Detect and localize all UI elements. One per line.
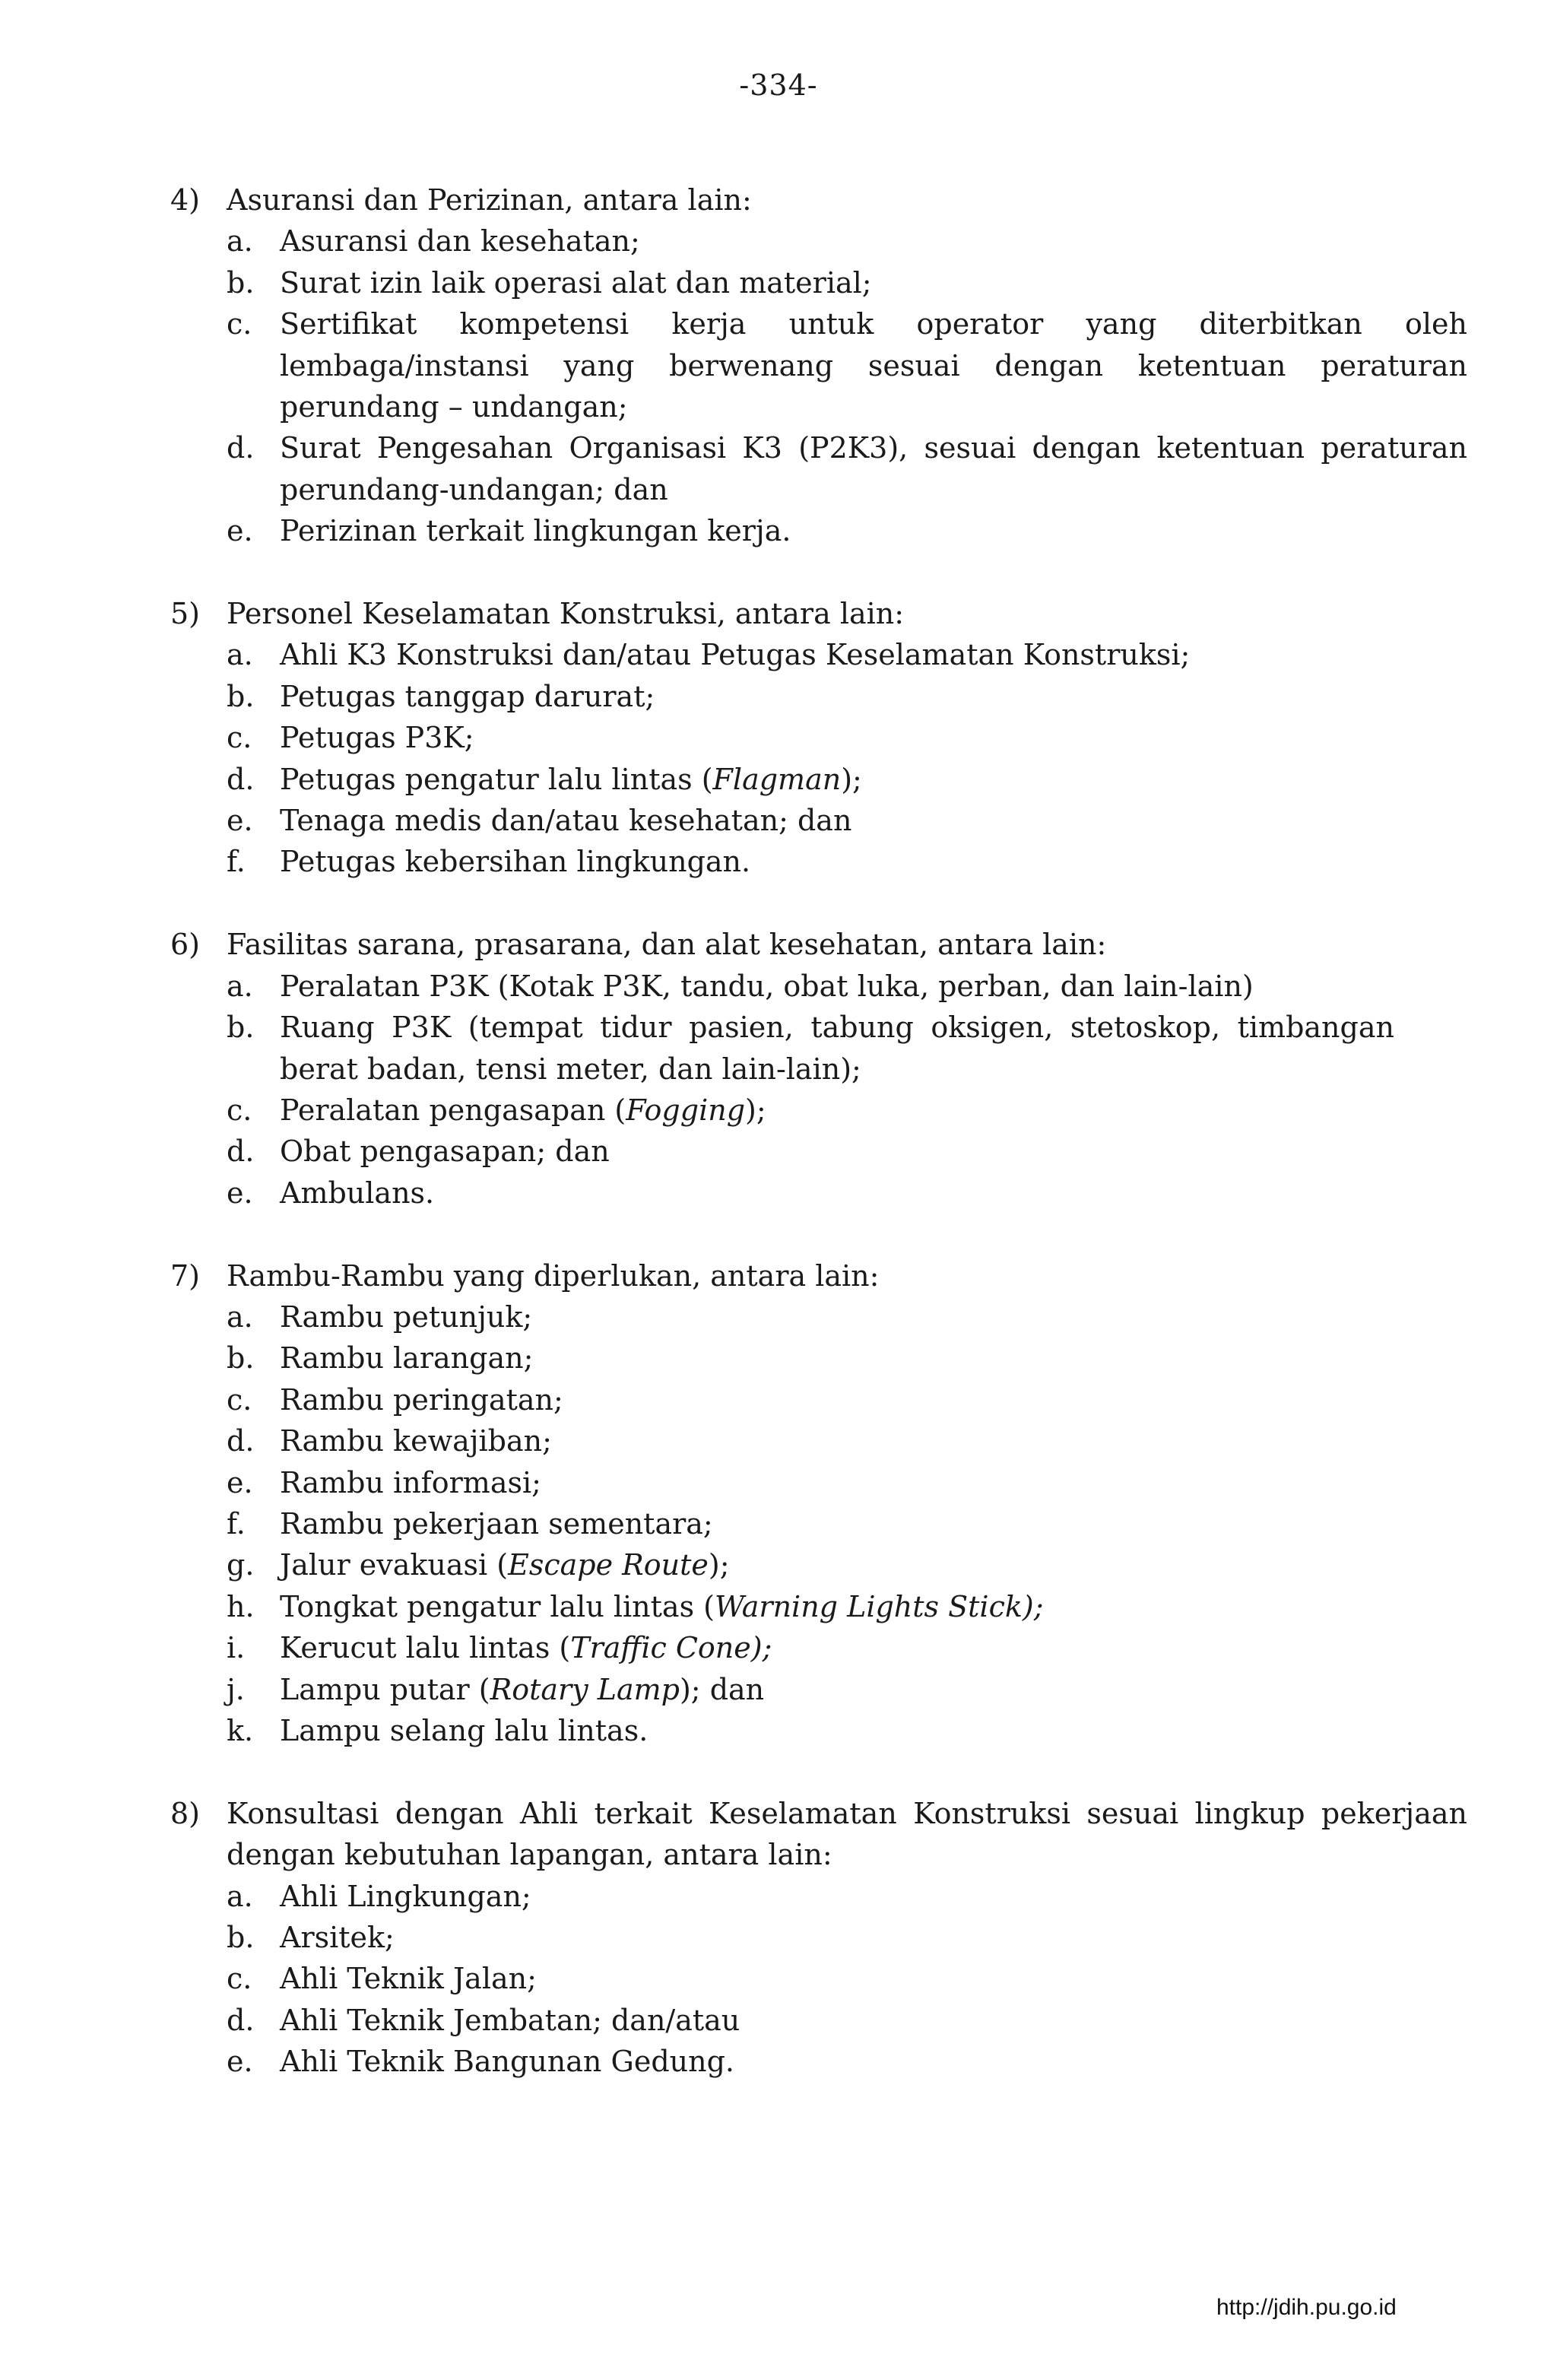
item-text-post: ); (745, 1093, 766, 1127)
list-item (170, 1917, 1467, 1958)
list-item (170, 1090, 1467, 1131)
item-text-post: ); (708, 1548, 730, 1582)
item-letter: e. (227, 804, 253, 838)
item-text: Rambu informasi; (280, 1465, 541, 1499)
item-letter: e. (227, 1176, 253, 1210)
item-list (170, 1296, 1467, 1751)
list-item (170, 1007, 1467, 1090)
item-letter: i. (227, 1631, 246, 1665)
item-text: Asuransi dan kesehatan; (280, 224, 640, 259)
item-letter: a. (227, 224, 253, 259)
item-letter: g. (227, 1548, 255, 1582)
item-text: Ahli Lingkungan; (280, 1879, 531, 1913)
item-letter: d. (227, 762, 255, 796)
item-text (280, 1627, 1467, 1668)
list-item (170, 1544, 1467, 1585)
item-letter: a. (227, 969, 253, 1003)
item-letter: f. (227, 1506, 246, 1541)
item-text-italic: Escape Route (508, 1548, 709, 1582)
item-text: Peralatan P3K (Kotak P3K, tandu, obat luka, perban, dan lain-lain) (280, 969, 1254, 1003)
list-item (170, 966, 1467, 1007)
item-text: Surat izin laik operasi alat dan material; (280, 265, 872, 300)
item-text: Petugas P3K; (280, 721, 474, 755)
item-text: Petugas kebersihan lingkungan. (280, 845, 751, 879)
item-letter: a. (227, 1299, 253, 1334)
item-text: Obat pengasapan; dan (280, 1134, 610, 1169)
item-text (280, 759, 1467, 800)
list-item (170, 1876, 1467, 1917)
item-text (280, 1586, 1467, 1627)
item-letter: h. (227, 1589, 255, 1623)
item-letter: e. (227, 514, 253, 548)
section-title: Rambu-Rambu yang diperlukan, antara lain: (227, 1258, 880, 1293)
list-item (170, 841, 1467, 882)
item-text-pre: Tongkat pengatur lalu lintas ( (280, 1589, 715, 1623)
item-letter: b. (227, 1921, 255, 1954)
list-item (170, 717, 1467, 758)
list-item (170, 1669, 1467, 1710)
list-item (170, 262, 1467, 303)
list-item (170, 634, 1467, 675)
item-text-pre: Lampu putar ( (280, 1672, 490, 1706)
item-text: Ahli K3 Konstruksi dan/atau Petugas Keselamatan Konstruksi; (280, 638, 1191, 672)
item-text: Surat Pengesahan Organisasi K3 (P2K3), sesuai dengan ketentuan peraturan perundang-undangan; dan (280, 431, 1467, 506)
item-letter: e. (227, 2045, 253, 2079)
item-text-post: ); (841, 762, 862, 796)
item-text-italic: Traffic Cone); (570, 1631, 772, 1665)
section (170, 1793, 1467, 2083)
list-item (170, 427, 1467, 510)
item-text-italic: Flagman (712, 762, 842, 796)
item-list (170, 966, 1467, 1214)
section-title: Konsultasi dengan Ahli terkait Keselamatan Konstruksi sesuai lingkup pekerjaan dengan kebutuhan lapangan, antara lain: (227, 1796, 1467, 1872)
page-number: -334- (739, 68, 818, 102)
item-text-italic: Fogging (626, 1093, 746, 1127)
item-letter: f. (227, 845, 246, 879)
item-text (280, 1090, 1467, 1131)
list-item (170, 1503, 1467, 1544)
item-text-italic: Rotary Lamp (490, 1672, 680, 1706)
item-text: Tenaga medis dan/atau kesehatan; dan (280, 804, 852, 838)
item-text: Ahli Teknik Jembatan; dan/atau (280, 2003, 740, 2037)
section (170, 1255, 1467, 1752)
item-text (280, 1544, 1467, 1585)
item-text-pre: Jalur evakuasi ( (280, 1548, 509, 1582)
section-title: Fasilitas sarana, prasarana, dan alat kesehatan, antara lain: (227, 928, 1107, 962)
list-item (170, 800, 1467, 841)
item-text: Sertifikat kompetensi kerja untuk operator yang diterbitkan oleh lembaga/instansi yang berwenang sesuai dengan ketentuan peraturan perundang – undangan; (280, 307, 1467, 424)
list-item (170, 221, 1467, 262)
item-letter: a. (227, 638, 253, 672)
list-item (170, 676, 1467, 717)
list-item (170, 510, 1467, 551)
list-item (170, 1586, 1467, 1627)
item-letter: j. (227, 1672, 245, 1706)
item-letter: c. (227, 307, 252, 341)
item-text-pre: Kerucut lalu lintas ( (280, 1631, 571, 1665)
item-text: Perizinan terkait lingkungan kerja. (280, 514, 791, 548)
list-item (170, 1420, 1467, 1461)
item-letter: b. (227, 265, 255, 300)
item-text: Ahli Teknik Bangunan Gedung. (280, 2045, 734, 2079)
item-letter: b. (227, 1011, 255, 1045)
section-title: Personel Keselamatan Konstruksi, antara lain: (227, 597, 905, 631)
section-number: 7) (170, 1258, 201, 1293)
item-list (170, 221, 1467, 551)
list-item (170, 1296, 1467, 1338)
section-heading (170, 593, 1467, 634)
section-number: 4) (170, 183, 201, 217)
item-text: Rambu pekerjaan sementara; (280, 1506, 713, 1541)
item-text-italic: Warning Lights Stick); (715, 1589, 1044, 1623)
section-heading (170, 1793, 1467, 1876)
list-item (170, 2041, 1467, 2082)
item-text: Petugas tanggap darurat; (280, 679, 655, 713)
item-text: Ruang P3K (tempat tidur pasien, tabung oksigen, stetoskop, timbangan berat badan, tensi meter, dan lain-lain); (280, 1011, 1394, 1086)
section (170, 179, 1467, 552)
list-item (170, 1338, 1467, 1379)
list-item (170, 1462, 1467, 1503)
item-text: Ahli Teknik Jalan; (280, 1962, 537, 1996)
item-letter: c. (227, 1382, 252, 1417)
section-number: 5) (170, 597, 201, 631)
item-text: Rambu peringatan; (280, 1382, 563, 1417)
item-letter: b. (227, 1341, 255, 1376)
section-title: Asuransi dan Perizinan, antara lain: (227, 183, 752, 217)
item-letter: c. (227, 1962, 252, 1996)
section-heading (170, 924, 1467, 965)
list-item (170, 1958, 1467, 1999)
list-item (170, 1710, 1467, 1751)
footer-url: http://jdih.pu.go.id (1216, 2295, 1397, 2320)
section-heading (170, 1255, 1467, 1296)
list-item (170, 1379, 1467, 1420)
list-item (170, 1627, 1467, 1668)
item-list (170, 634, 1467, 882)
section (170, 924, 1467, 1214)
item-text: Arsitek; (280, 1921, 395, 1954)
section-heading (170, 179, 1467, 221)
document-body (170, 179, 1467, 2124)
item-text: Lampu selang lalu lintas. (280, 1713, 648, 1747)
list-item (170, 1131, 1467, 1172)
item-letter: k. (227, 1713, 254, 1747)
section-number: 6) (170, 928, 201, 962)
item-letter: d. (227, 1134, 255, 1169)
item-letter: d. (227, 2003, 255, 2037)
item-letter: e. (227, 1465, 253, 1499)
item-text (280, 1669, 1467, 1710)
item-letter: b. (227, 679, 255, 713)
item-letter: a. (227, 1879, 253, 1913)
item-text: Rambu petunjuk; (280, 1299, 533, 1334)
item-list (170, 1876, 1467, 2083)
section (170, 593, 1467, 883)
item-text-post: ); dan (679, 1672, 765, 1706)
item-letter: c. (227, 1093, 252, 1127)
list-item (170, 1173, 1467, 1214)
list-item (170, 2000, 1467, 2041)
section-number: 8) (170, 1796, 201, 1830)
item-text-pre: Peralatan pengasapan ( (280, 1093, 626, 1127)
list-item (170, 303, 1467, 427)
item-text: Rambu larangan; (280, 1341, 534, 1376)
item-letter: d. (227, 1424, 255, 1458)
list-item (170, 759, 1467, 800)
item-letter: c. (227, 721, 252, 755)
item-text: Ambulans. (280, 1176, 435, 1210)
item-text-pre: Petugas pengatur lalu lintas ( (280, 762, 713, 796)
item-text: Rambu kewajiban; (280, 1424, 552, 1458)
item-letter: d. (227, 431, 255, 465)
